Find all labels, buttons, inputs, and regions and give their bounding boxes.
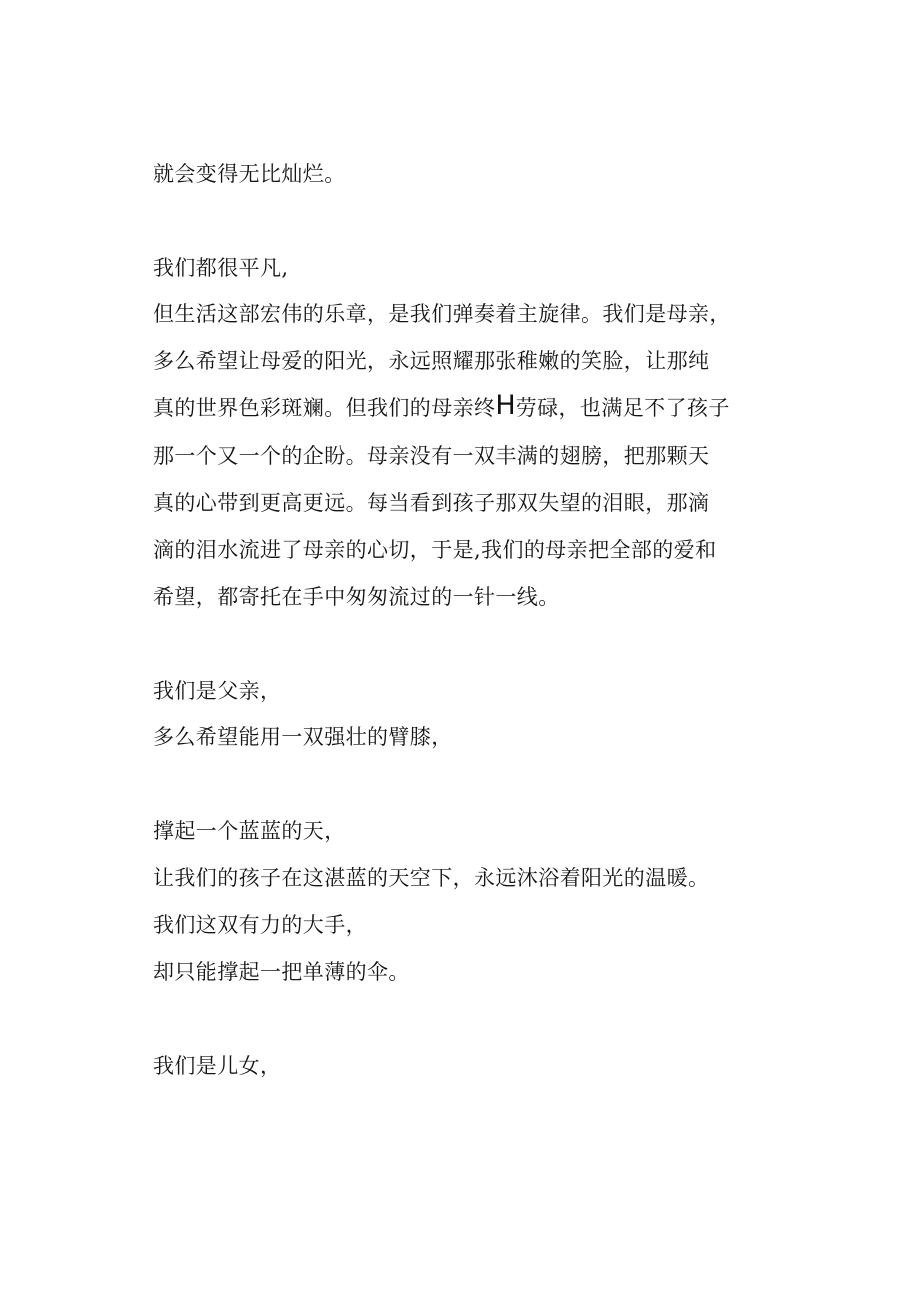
text-line: 多么希望能用一双强壮的臂膝，	[153, 725, 453, 749]
text-segment: 劳碌，也满足不了孩子	[515, 396, 730, 420]
text-line: 真的心带到更高更远。每当看到孩子那双失望的泪眼，那滴	[153, 491, 710, 515]
text-segment: 真的世界色彩斑斓。但我们的母亲终	[153, 396, 496, 420]
text-line: 但生活这部宏伟的乐章，是我们弹奏着主旋律。我们是母亲，	[153, 302, 731, 326]
text-line: 却只能撑起一把单薄的伞。	[153, 960, 410, 984]
text-line: 我们是父亲，	[153, 679, 282, 703]
text-line: 就会变得无比灿烂。	[153, 162, 346, 186]
text-line: 滴的泪水流进了母亲的心切，于是,我们的母亲把全部的爱和	[153, 538, 717, 562]
stray-glyph: H	[495, 390, 516, 421]
text-line: 我们这双有力的大手，	[153, 913, 367, 937]
text-line: 那一个又一个的企盼。母亲没有一双丰满的翅膀，把那颗天	[153, 444, 710, 468]
text-line	[153, 390, 730, 422]
text-line: 我们都很平凡,	[153, 256, 289, 280]
text-line: 我们是儿女，	[153, 1054, 282, 1078]
text-line: 希望，都寄托在手中匆匆流过的一针一线。	[153, 585, 560, 609]
text-line: 多么希望让母爱的阳光，永远照耀那张稚嫩的笑脸，让那纯	[153, 349, 710, 373]
text-line: 让我们的孩子在这湛蓝的天空下，永远沐浴着阳光的温暖。	[153, 866, 710, 890]
text-line: 撑起一个蓝蓝的天，	[153, 819, 346, 843]
